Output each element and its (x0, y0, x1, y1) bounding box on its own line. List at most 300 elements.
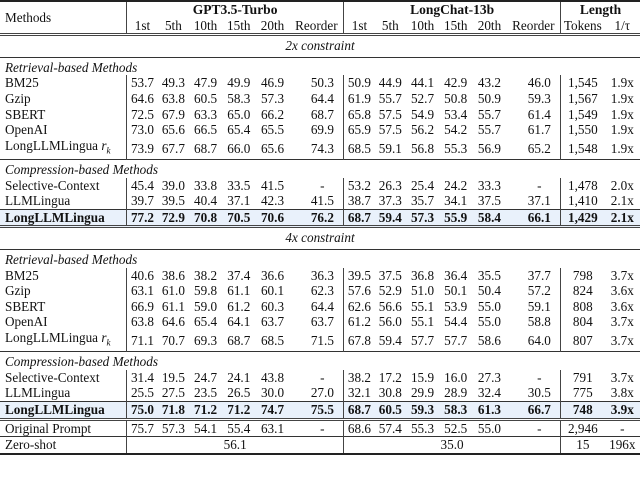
ratio-cell: 3.7x (610, 332, 634, 348)
col-header-15th: 15th (443, 17, 468, 33)
longchat-cell: 61.4 (507, 107, 561, 123)
longchat-cell: 46.0 (507, 75, 561, 91)
constraint-row (0, 35, 640, 58)
table-row (0, 107, 640, 123)
gpt-cell: 70.6 (255, 209, 289, 227)
gpt-cell: 62.3 (290, 283, 344, 299)
tokens-cell: 1,545 (567, 75, 598, 91)
longchat-cell: 66.7 (507, 401, 561, 419)
ratio-cell: 1.9x (610, 90, 634, 106)
gpt-cell: 33.5 (227, 177, 251, 193)
longchat-cell: 52.7 (410, 90, 435, 106)
table-row (0, 330, 640, 352)
longchat-cell: 44.1 (410, 75, 435, 91)
longchat-cell: 53.2 (347, 177, 371, 193)
gpt35-header: GPT3.5-Turbo (127, 1, 344, 18)
longchat-cell: 68.5 (347, 140, 371, 156)
longchat-cell: 29.9 (410, 385, 435, 401)
gpt-cell: - (290, 178, 344, 194)
longchat-cell: 57.6 (347, 283, 371, 299)
group-label: Compression-based Methods (5, 161, 158, 177)
gpt-cell: 39.0 (161, 177, 185, 193)
longchat-cell: 38.2 (347, 369, 371, 385)
gpt-cell: 77.2 (127, 209, 158, 227)
longchat-cell: 37.1 (507, 193, 561, 209)
gpt-cell: 36.6 (260, 267, 285, 283)
method-name (0, 107, 127, 123)
longchat-cell: 55.7 (378, 90, 402, 106)
longchat-cell: 61.2 (347, 314, 371, 330)
longchat-cell: 57.7 (410, 332, 435, 348)
method-label: Gzip (5, 90, 31, 106)
tokens-cell: 807 (572, 332, 593, 348)
gpt-cell: 25.5 (130, 385, 155, 401)
longchat-cell: 62.6 (347, 298, 371, 314)
table-row (0, 75, 640, 91)
gpt-cell: 55.4 (227, 420, 251, 436)
gpt-cell: 74.3 (290, 138, 344, 160)
rk-symbol: $r_k$ (98, 137, 111, 156)
longchat-cell: 52.9 (378, 283, 402, 299)
longchat-cell: 37.7 (507, 268, 561, 284)
ratio-cell: 3.6x (610, 298, 634, 314)
gpt-cell: 53.7 (130, 75, 155, 91)
gpt-cell: 60.5 (194, 90, 218, 106)
gpt-cell: 49.9 (227, 75, 251, 91)
gpt-cell: 71.2 (222, 401, 255, 419)
gpt-cell: 65.6 (260, 140, 285, 156)
longchat-cell: 55.0 (477, 314, 501, 330)
method-label: BM25 (5, 267, 39, 283)
method-name (0, 370, 127, 386)
zero-shot-row (0, 437, 640, 454)
gpt-cell: 61.2 (227, 298, 251, 314)
longchat-cell: 17.2 (378, 369, 402, 385)
method-label: LongLLMLingua (5, 329, 99, 345)
gpt-cell: 40.4 (194, 193, 218, 209)
longchat-cell: 27.3 (477, 369, 501, 385)
table-row (0, 385, 640, 401)
longchat-cell: 56.2 (410, 122, 435, 138)
table-row (0, 193, 640, 209)
gpt-cell: 63.1 (260, 420, 285, 436)
gpt-cell: 61.1 (227, 283, 251, 299)
longchat-cell: 50.4 (477, 283, 501, 299)
table-row (0, 370, 640, 386)
ratio-cell: 1.9x (610, 75, 634, 91)
longchat-header: LongChat-13b (344, 1, 561, 18)
gpt-cell: 67.9 (161, 106, 185, 122)
gpt-cell: 65.4 (194, 314, 218, 330)
longchat-cell: 56.0 (378, 314, 402, 330)
tokens-cell: 824 (572, 283, 593, 299)
gpt-cell: 63.7 (290, 314, 344, 330)
longchat-cell: 30.5 (507, 385, 561, 401)
group-label: Compression-based Methods (5, 354, 158, 370)
gpt-cell: 67.7 (161, 140, 185, 156)
method-name (0, 330, 127, 352)
longchat-cell: 65.9 (347, 122, 371, 138)
gpt-cell: 42.3 (260, 193, 285, 209)
gpt-cell: 71.5 (290, 330, 344, 352)
gpt-cell: 33.8 (194, 177, 218, 193)
gpt-cell: 65.5 (260, 122, 285, 138)
longchat-cell: 56.8 (410, 140, 435, 156)
gpt-cell: 60.3 (260, 298, 285, 314)
longchat-cell: 50.9 (477, 90, 501, 106)
method-label: Selective-Context (5, 369, 100, 385)
longchat-cell: 16.0 (444, 369, 468, 385)
longchat-cell: 54.2 (444, 122, 468, 138)
longchat-cell: 39.5 (347, 267, 371, 283)
longchat-cell: 57.3 (406, 209, 439, 227)
longchat-cell: 55.7 (477, 106, 501, 122)
method-name (0, 385, 127, 401)
longchat-cell: 60.5 (375, 401, 406, 419)
gpt-cell: 66.9 (130, 298, 155, 314)
longchat-cell: 58.6 (477, 332, 501, 348)
gpt-cell: 73.9 (130, 140, 155, 156)
gpt-cell: 71.2 (189, 401, 222, 419)
gpt-cell: 19.5 (161, 369, 185, 385)
gpt-cell: 60.1 (260, 283, 285, 299)
gpt-cell: 72.5 (130, 106, 155, 122)
longchat-cell: 32.4 (477, 385, 501, 401)
gpt-cell: 63.7 (260, 314, 285, 330)
table-row (0, 283, 640, 299)
ratio-cell: 3.6x (610, 283, 634, 299)
longchat-cell: 37.5 (477, 193, 501, 209)
gpt-cell: 68.7 (194, 140, 218, 156)
tokens-cell: 1,550 (567, 122, 598, 138)
col-header-5th: 5th (164, 17, 182, 33)
gpt-cell: 54.1 (194, 420, 218, 436)
col-header-10th: 10th (193, 17, 218, 33)
longchat-cell: 36.4 (444, 267, 468, 283)
ratio-cell: 1.9x (610, 122, 634, 138)
ratio-cell: 2.1x (605, 209, 640, 227)
method-label: Selective-Context (5, 177, 100, 193)
table-row (0, 299, 640, 315)
ratio-cell: 1.9x (610, 140, 634, 156)
method-label: LongLLMLingua (5, 209, 105, 225)
method-name (0, 122, 127, 138)
longchat-cell: 35.5 (477, 267, 501, 283)
gpt-cell: 66.2 (260, 106, 285, 122)
longchat-cell: 57.5 (378, 106, 402, 122)
method-label: Gzip (5, 283, 31, 299)
longchat-cell: 56.6 (378, 298, 402, 314)
table-body (0, 35, 640, 454)
gpt-cell: 64.6 (130, 90, 155, 106)
longchat-cell: 42.9 (444, 75, 468, 91)
ratio-cell: 3.8x (610, 385, 634, 401)
gpt-cell: 69.3 (194, 332, 218, 348)
constraint-label: 4x constraint (285, 230, 355, 246)
longchat-cell: 55.1 (410, 314, 435, 330)
longchat-cell: 34.1 (444, 193, 468, 209)
longchat-cell: 61.7 (507, 122, 561, 138)
tokens-cell: 1,429 (561, 209, 605, 227)
longchat-cell: 66.1 (507, 209, 561, 227)
gpt-cell: 66.0 (227, 140, 251, 156)
longchat-cell: 55.0 (477, 298, 501, 314)
col-header-10th: 10th (410, 17, 435, 33)
method-name (0, 75, 127, 91)
longchat-cell: 59.4 (375, 209, 406, 227)
longchat-cell: 55.1 (410, 298, 435, 314)
tokens-cell: 775 (572, 385, 593, 401)
ratio-cell: - (620, 420, 625, 436)
gpt-cell: 70.5 (222, 209, 255, 227)
longchat-cell: - (507, 419, 561, 437)
gpt-cell: 65.4 (227, 122, 251, 138)
longchat-cell: 67.8 (347, 332, 371, 348)
gpt-cell: 68.7 (227, 332, 251, 348)
gpt-cell: 63.8 (130, 314, 155, 330)
gpt-cell: 61.1 (161, 298, 185, 314)
longchat-cell: 51.0 (410, 283, 435, 299)
gpt-cell: 24.1 (227, 369, 251, 385)
method-label: OpenAI (5, 314, 48, 330)
method-label: OpenAI (5, 122, 48, 138)
method-label: Original Prompt (5, 420, 92, 436)
col-header-5th: 5th (381, 17, 399, 33)
gpt-cell: 58.3 (227, 90, 251, 106)
ratio-cell: 3.7x (610, 267, 634, 283)
method-name: Zero-shot (0, 437, 127, 454)
gpt-cell: 64.4 (290, 299, 344, 315)
ratio-cell: 196x (609, 437, 636, 453)
longchat-cell: 59.3 (507, 91, 561, 107)
col-header-1st: 1st (134, 17, 151, 33)
longchat-cell: 50.9 (347, 75, 371, 91)
constraint-label: 2x constraint (285, 38, 355, 54)
longchat-cell: 55.7 (477, 122, 501, 138)
group-header-row (0, 249, 640, 267)
ratio-cell: 3.9x (605, 401, 640, 419)
gpt-cell: 71.8 (158, 401, 189, 419)
longchat-cell: 53.9 (444, 298, 468, 314)
length-header: Length (579, 2, 622, 17)
longchat-cell: 52.5 (444, 420, 468, 436)
col-header-reorder: Reorder (507, 18, 561, 35)
longchat-cell: 26.3 (378, 177, 402, 193)
gpt-cell: - (290, 419, 344, 437)
method-label: BM25 (5, 75, 39, 91)
tokens-cell: 791 (572, 369, 593, 385)
gpt-cell: 37.4 (227, 267, 251, 283)
method-label: LongLLMLingua (5, 137, 99, 153)
longchat-cell: 15.9 (410, 369, 435, 385)
method-name (0, 209, 127, 227)
method-name (0, 299, 127, 315)
method-name (0, 193, 127, 209)
longchat-cell: 33.3 (477, 177, 501, 193)
tokens-cell: 748 (561, 401, 605, 419)
gpt-cell: 65.6 (161, 122, 185, 138)
longchat-cell: 32.1 (347, 385, 371, 401)
gpt-cell: 75.7 (130, 420, 155, 436)
gpt-cell: 46.9 (260, 75, 285, 91)
longchat-cell: 35.0 (344, 437, 561, 454)
ours-row (0, 401, 640, 419)
method-name (0, 419, 127, 437)
group-label: Retrieval-based Methods (5, 251, 138, 267)
group-header-row (0, 352, 640, 370)
method-name (0, 283, 127, 299)
tokens-cell: 798 (572, 267, 593, 283)
method-label: LLMLingua (5, 193, 71, 209)
longchat-cell: 55.0 (477, 420, 501, 436)
group-header-row (0, 57, 640, 75)
gpt-cell: 66.5 (194, 122, 218, 138)
tokens-cell: 1,548 (567, 140, 598, 156)
method-label: SBERT (5, 298, 46, 314)
gpt-cell: 50.3 (290, 75, 344, 91)
longchat-cell: 38.7 (347, 193, 371, 209)
gpt-cell: 39.7 (130, 193, 155, 209)
longchat-cell: 58.3 (439, 401, 472, 419)
gpt-cell: 26.5 (227, 385, 251, 401)
gpt-cell: 72.9 (158, 209, 189, 227)
tokens-cell: 15 (576, 437, 590, 453)
longchat-cell: 58.4 (472, 209, 506, 227)
longchat-cell: 25.4 (410, 177, 435, 193)
constraint-row (0, 227, 640, 250)
longchat-cell: 44.9 (378, 75, 402, 91)
longchat-cell: 43.2 (477, 75, 501, 91)
gpt-cell: 75.5 (290, 401, 344, 419)
table-row (0, 138, 640, 160)
longchat-cell: 61.9 (347, 90, 371, 106)
gpt-cell: 56.1 (127, 437, 344, 454)
gpt-cell: 63.8 (161, 90, 185, 106)
longchat-cell: 28.9 (444, 385, 468, 401)
gpt-cell: 45.4 (130, 177, 155, 193)
method-label: LongLLMLingua (5, 401, 105, 417)
gpt-cell: 23.5 (194, 385, 218, 401)
gpt-cell: 76.2 (290, 209, 344, 227)
ratio-cell: 2.1x (610, 193, 634, 209)
longchat-cell: 37.3 (378, 193, 402, 209)
gpt-cell: 64.4 (290, 91, 344, 107)
longchat-cell: 59.3 (406, 401, 439, 419)
gpt-cell: 59.0 (194, 298, 218, 314)
longchat-cell: 68.7 (344, 401, 375, 419)
gpt-cell: 37.1 (227, 193, 251, 209)
gpt-cell: 27.5 (161, 385, 185, 401)
tokens-cell: 2,946 (567, 420, 598, 436)
col-header-reorder: Reorder (290, 18, 344, 35)
longchat-cell: 57.7 (444, 332, 468, 348)
method-name (0, 138, 127, 160)
tokens-cell: 808 (572, 298, 593, 314)
gpt-cell: 64.1 (227, 314, 251, 330)
longchat-cell: 50.8 (444, 90, 468, 106)
gpt-cell: 41.5 (290, 193, 344, 209)
longchat-cell: 59.1 (507, 299, 561, 315)
col-header-tokens: Tokens (563, 17, 602, 33)
gpt-cell: 31.4 (130, 369, 155, 385)
col-header-15th: 15th (227, 17, 251, 33)
gpt-cell: 30.0 (260, 385, 285, 401)
longchat-cell: 64.0 (507, 330, 561, 352)
col-header-1st: 1st (351, 17, 368, 33)
gpt-cell: 47.9 (194, 75, 218, 91)
group-label: Retrieval-based Methods (5, 59, 138, 75)
table-row (0, 268, 640, 284)
longchat-cell: 68.7 (344, 209, 375, 227)
ratio-cell: 1.9x (610, 106, 634, 122)
tokens-cell: 804 (572, 314, 593, 330)
gpt-cell: 57.3 (260, 90, 285, 106)
gpt-cell: 74.7 (255, 401, 289, 419)
gpt-cell: 36.3 (290, 268, 344, 284)
longchat-cell: 57.5 (378, 122, 402, 138)
longchat-cell: 55.3 (444, 140, 468, 156)
ratio-cell: 3.7x (610, 314, 634, 330)
longchat-cell: 37.5 (378, 267, 402, 283)
longchat-cell: - (507, 178, 561, 194)
longchat-cell: 54.4 (444, 314, 468, 330)
longchat-cell: 65.8 (347, 106, 371, 122)
longchat-cell: 35.7 (410, 193, 435, 209)
gpt-cell: 27.0 (290, 385, 344, 401)
gpt-cell: 43.8 (260, 369, 285, 385)
longchat-cell: 24.2 (444, 177, 468, 193)
longchat-cell: - (507, 370, 561, 386)
methods-header: Methods (0, 1, 127, 35)
tokens-cell: 1,410 (567, 193, 598, 209)
gpt-cell: 71.1 (130, 332, 155, 348)
col-header-ratio: 1/τ (614, 17, 631, 33)
gpt-cell: 49.3 (161, 75, 185, 91)
gpt-cell: 59.8 (194, 283, 218, 299)
gpt-cell: 63.3 (194, 106, 218, 122)
gpt-cell: 65.0 (227, 106, 251, 122)
gpt-cell: 61.0 (161, 283, 185, 299)
table-row (0, 314, 640, 330)
longchat-cell: 55.9 (439, 209, 472, 227)
longchat-cell: 61.3 (472, 401, 506, 419)
gpt-cell: 64.6 (161, 314, 185, 330)
longchat-cell: 53.4 (444, 106, 468, 122)
method-name (0, 314, 127, 330)
gpt-cell: - (290, 370, 344, 386)
table-row (0, 91, 640, 107)
longchat-cell: 56.9 (477, 140, 501, 156)
gpt-cell: 63.1 (130, 283, 155, 299)
gpt-cell: 75.0 (127, 401, 158, 419)
gpt-cell: 39.5 (161, 193, 185, 209)
longchat-cell: 30.8 (378, 385, 402, 401)
original-prompt-row (0, 419, 640, 437)
col-header-20th: 20th (477, 17, 502, 33)
method-name (0, 268, 127, 284)
table-row (0, 122, 640, 138)
gpt-cell: 69.9 (290, 122, 344, 138)
ours-row (0, 209, 640, 227)
longchat-cell: 68.6 (347, 420, 371, 436)
gpt-cell: 73.0 (130, 122, 155, 138)
gpt-cell: 57.3 (161, 420, 185, 436)
gpt-cell: 68.7 (290, 107, 344, 123)
longchat-cell: 65.2 (507, 138, 561, 160)
table-row (0, 178, 640, 194)
gpt-cell: 70.7 (161, 332, 185, 348)
rk-symbol: $r_k$ (98, 329, 111, 348)
